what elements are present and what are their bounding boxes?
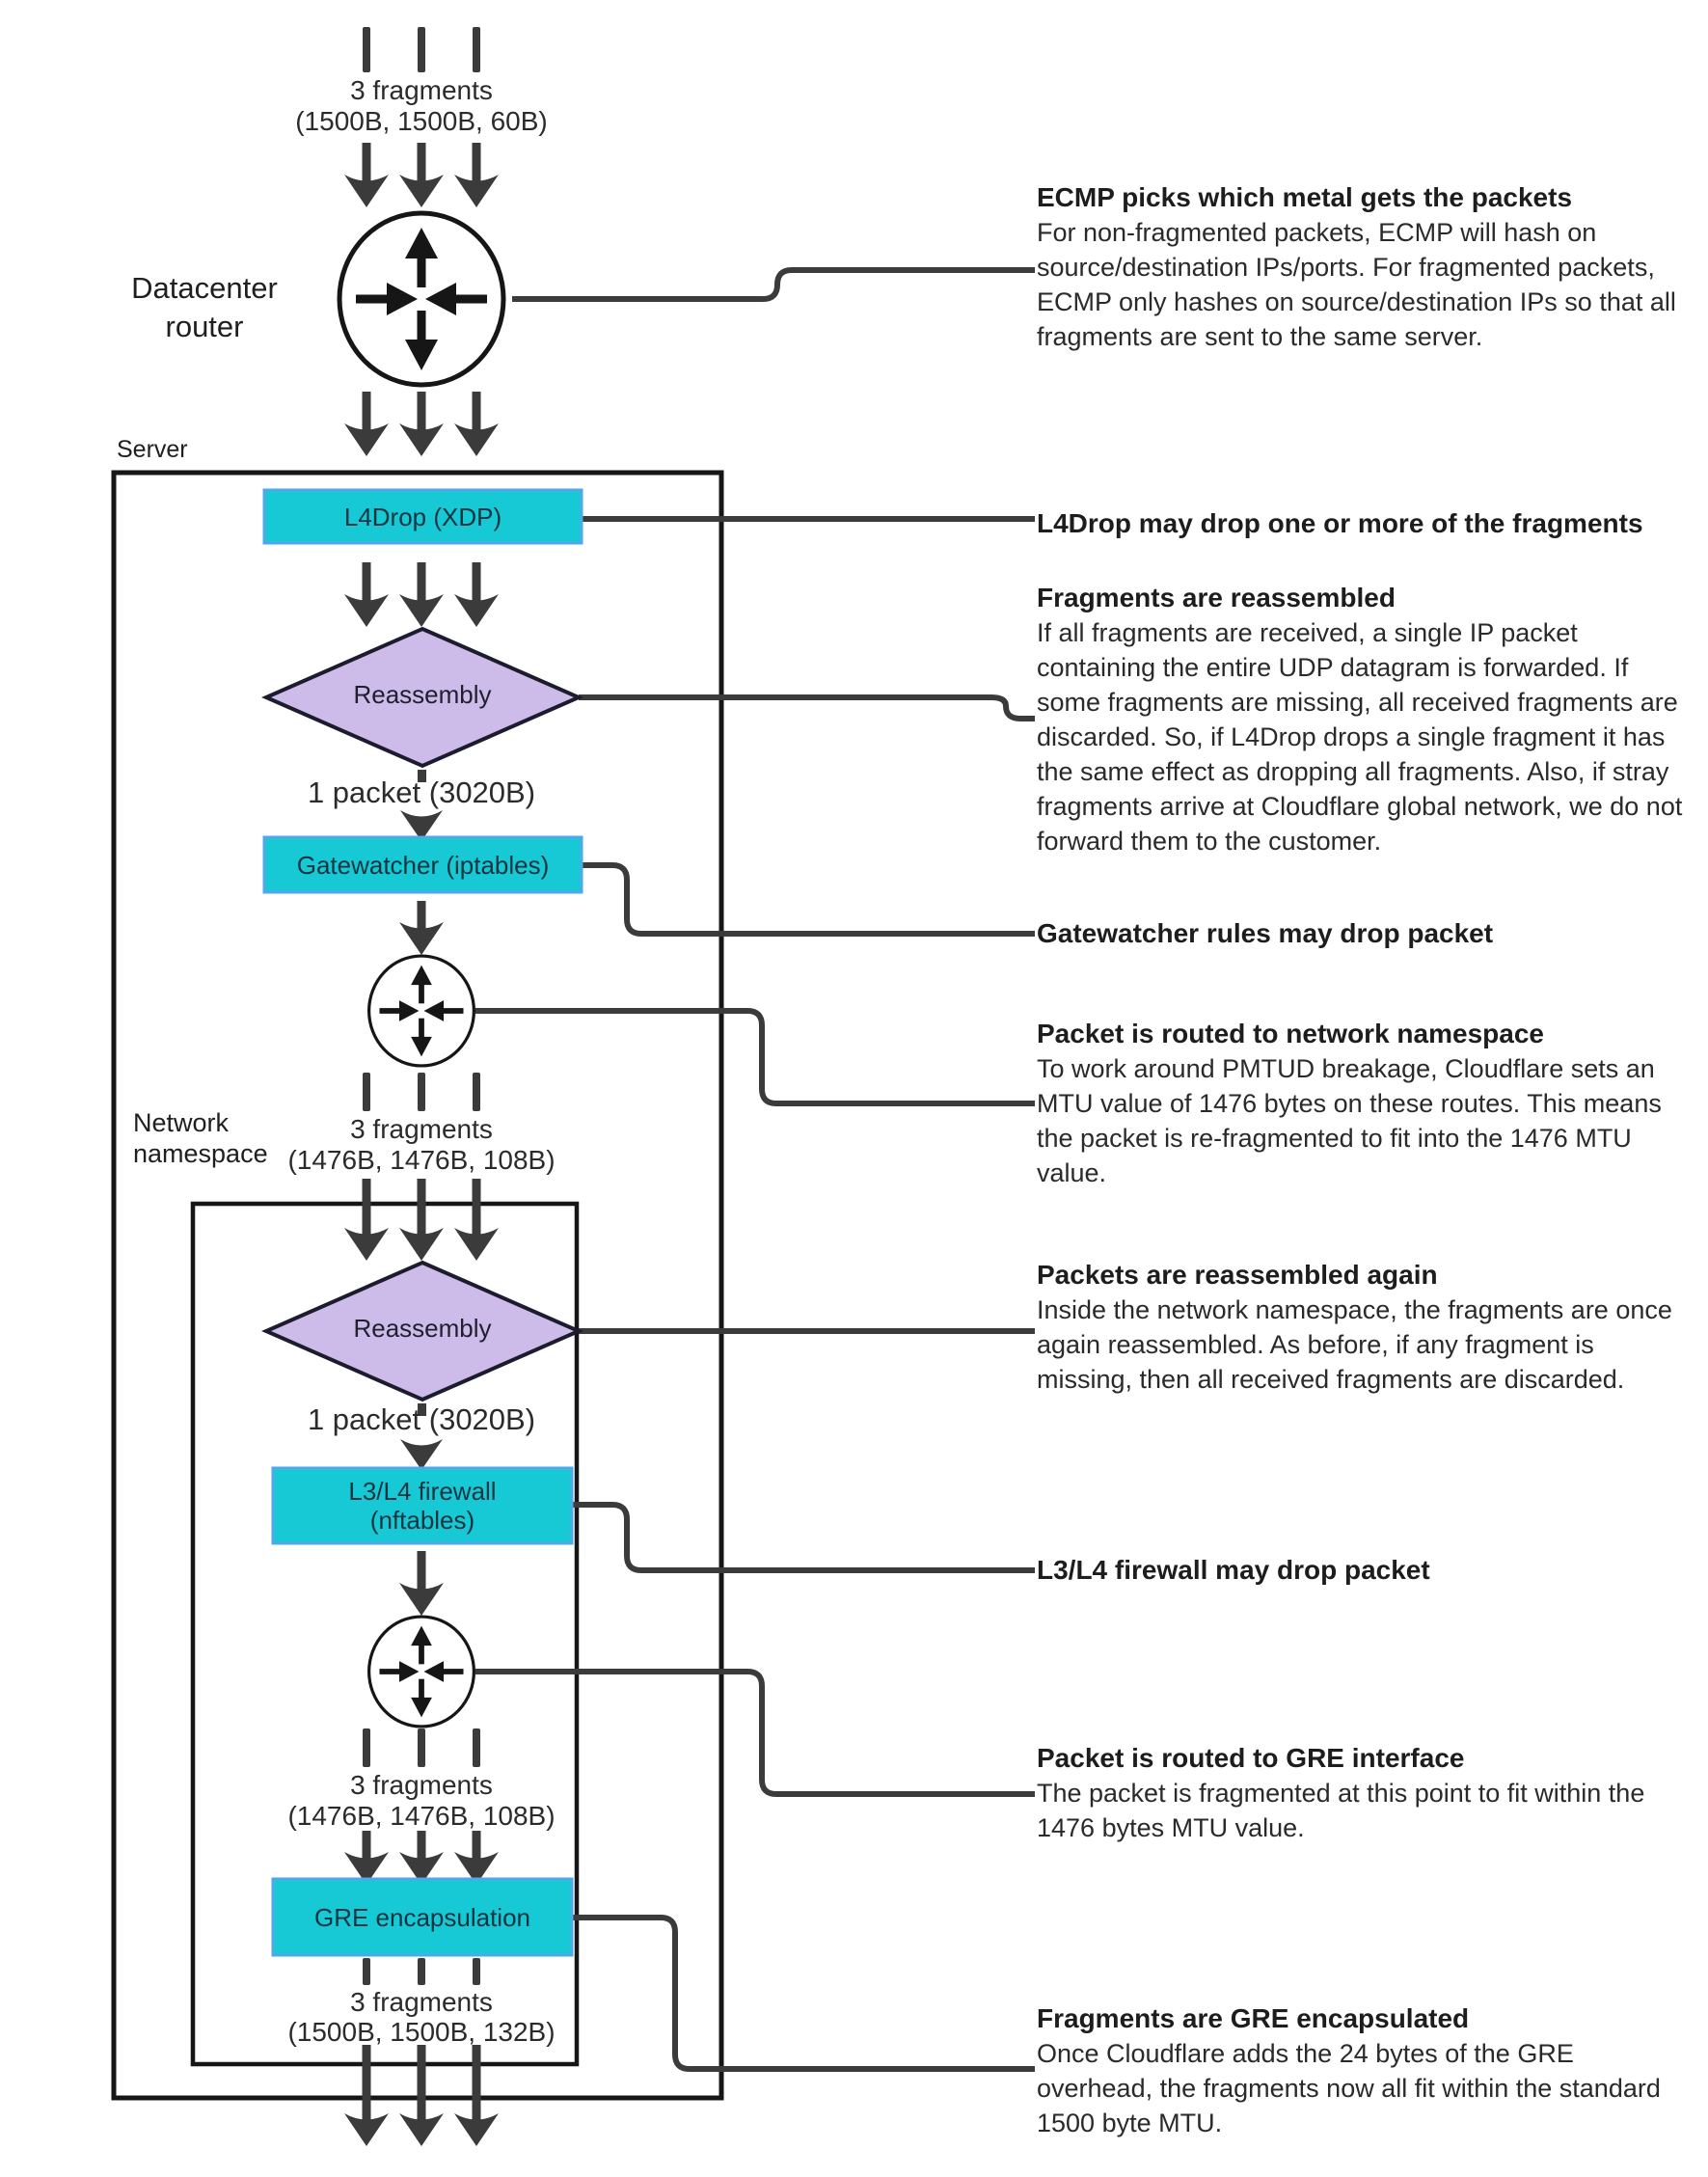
mid-fragments-label: 3 fragments <box>350 1114 493 1144</box>
flow-arrow <box>344 392 389 456</box>
annotation-body: Inside the network namespace, the fragments are once again reassembled. As before, if any fragment is missing, then all received fragments are discarded. <box>1037 1295 1672 1394</box>
fragment-dash <box>418 1073 425 1111</box>
flow-arrow <box>344 1831 389 1885</box>
fragment-dash <box>363 1728 370 1767</box>
connector-ecmp <box>512 270 1035 299</box>
gre-label: GRE encapsulation <box>313 1902 531 1932</box>
annotation-title: Fragments are GRE encapsulated <box>1037 2003 1470 2033</box>
out-fragments-sizes: (1500B, 1500B, 132B) <box>287 2017 556 2047</box>
packet1-label: 1 packet (3020B) <box>307 776 536 809</box>
annotation-body: The packet is fragmented at this point to fit within the 1476 bytes MTU value. <box>1037 1779 1645 1842</box>
route-to-gre-icon <box>369 1617 474 1727</box>
fragment-dash <box>418 1728 425 1767</box>
reassembly1-label: Reassembly <box>353 680 492 709</box>
server-label: Server <box>117 436 188 463</box>
annotation-title: Packet is routed to GRE interface <box>1037 1743 1465 1773</box>
flow-arrow <box>454 1179 499 1261</box>
flow-arrow <box>344 1179 389 1261</box>
flow-arrow <box>399 562 444 627</box>
fragment-dash <box>473 27 480 72</box>
connector-route-namespace <box>475 1011 1035 1103</box>
annotation-firewall <box>1037 1553 1693 1588</box>
annotation-title: ECMP picks which metal gets the packets <box>1037 182 1573 212</box>
annotation-body: Once Cloudflare adds the 24 bytes of the GRE overhead, the fragments now all fit within the standard 1500 byte MTU. <box>1037 2039 1661 2137</box>
annotation-l4drop <box>1037 506 1693 541</box>
annotation-title: Gatewatcher rules may drop packet <box>1037 918 1494 948</box>
connector-gatewatcher <box>582 865 1035 934</box>
annotation-title: L4Drop may drop one or more of the fragments <box>1037 508 1643 538</box>
out-fragments-label: 3 fragments <box>350 1987 493 2017</box>
firewall-label: L3/L4 firewall (nftables) <box>348 1477 497 1535</box>
connector-gre <box>572 1918 1035 2069</box>
fragment-dash <box>418 1958 425 1985</box>
flow-arrow <box>399 901 444 955</box>
gre-fragments-label: 3 fragments <box>350 1770 493 1800</box>
flow-arrow <box>399 143 444 207</box>
connector-reassembly1 <box>579 697 1035 719</box>
annotation-gre-encapsulated <box>1037 2001 1693 2140</box>
annotation-body: If all fragments are received, a single IP packet containing the entire UDP datagram is forwarded. If some fragments are missing, all received fragments are discarded. So, if L4Drop drops a single fragment it has the same effect as dropping all fragments. Also, if stray fragments arrive at Cloudflare global network, we do not forward them to the customer. <box>1037 618 1683 856</box>
fragment-dash <box>363 1958 370 1985</box>
route-to-namespace-icon <box>369 956 474 1066</box>
fragment-dash <box>473 1958 480 1985</box>
annotation-reassembled-again <box>1037 1258 1693 1397</box>
annotation-title: Fragments are reassembled <box>1037 583 1396 612</box>
network-namespace-label: Network namespace <box>133 1108 268 1168</box>
gatewatcher-label: Gatewatcher (iptables) <box>296 850 550 880</box>
connector-firewall <box>572 1505 1035 1570</box>
top-fragments-sizes: (1500B, 1500B, 60B) <box>295 106 548 136</box>
flow-arrow <box>344 562 389 627</box>
flow-arrow <box>454 143 499 207</box>
flow-arrow <box>454 1831 499 1885</box>
flow-arrow <box>454 392 499 456</box>
annotation-reassembled <box>1037 581 1693 858</box>
packet2-label: 1 packet (3020B) <box>307 1402 536 1436</box>
annotation-routed-namespace <box>1037 1017 1693 1190</box>
annotation-title: L3/L4 firewall may drop packet <box>1037 1555 1430 1585</box>
flow-arrow <box>400 1439 443 1470</box>
fragment-dash <box>473 1073 480 1111</box>
fragment-dash <box>473 1728 480 1767</box>
flow-arrow <box>399 1831 444 1885</box>
l4drop-label: L4Drop (XDP) <box>343 502 502 531</box>
annotation-body: To work around PMTUD breakage, Cloudflare sets an MTU value of 1476 bytes on these routes. This means the packet is re-fragmented to fit into the 1476 MTU value. <box>1037 1054 1662 1187</box>
flow-arrow <box>399 392 444 456</box>
reassembly2-label: Reassembly <box>353 1314 492 1343</box>
gre-fragments-sizes: (1476B, 1476B, 108B) <box>287 1801 556 1831</box>
fragment-dash <box>418 27 425 72</box>
flow-arrow <box>399 1551 444 1616</box>
annotation-title: Packets are reassembled again <box>1037 1260 1438 1290</box>
flow-arrow <box>344 143 389 207</box>
flow-arrow <box>399 1179 444 1261</box>
annotation-gatewatcher <box>1037 916 1693 951</box>
annotation-body: For non-fragmented packets, ECMP will hash on source/destination IPs/ports. For fragmented packets, ECMP only hashes on source/destination IPs so that all fragments are sent to the same server. <box>1037 218 1676 351</box>
datacenter-router-label: Datacenter router <box>131 271 278 343</box>
datacenter-router-icon <box>339 213 503 385</box>
annotation-routed-gre <box>1037 1741 1693 1845</box>
fragment-dash <box>363 1073 370 1111</box>
top-fragments-label: 3 fragments <box>350 75 493 105</box>
fragment-dash <box>363 27 370 72</box>
annotation-title: Packet is routed to network namespace <box>1037 1019 1544 1048</box>
annotation-ecmp <box>1037 180 1693 354</box>
mid-fragments-sizes: (1476B, 1476B, 108B) <box>287 1145 556 1175</box>
flow-arrow <box>454 562 499 627</box>
